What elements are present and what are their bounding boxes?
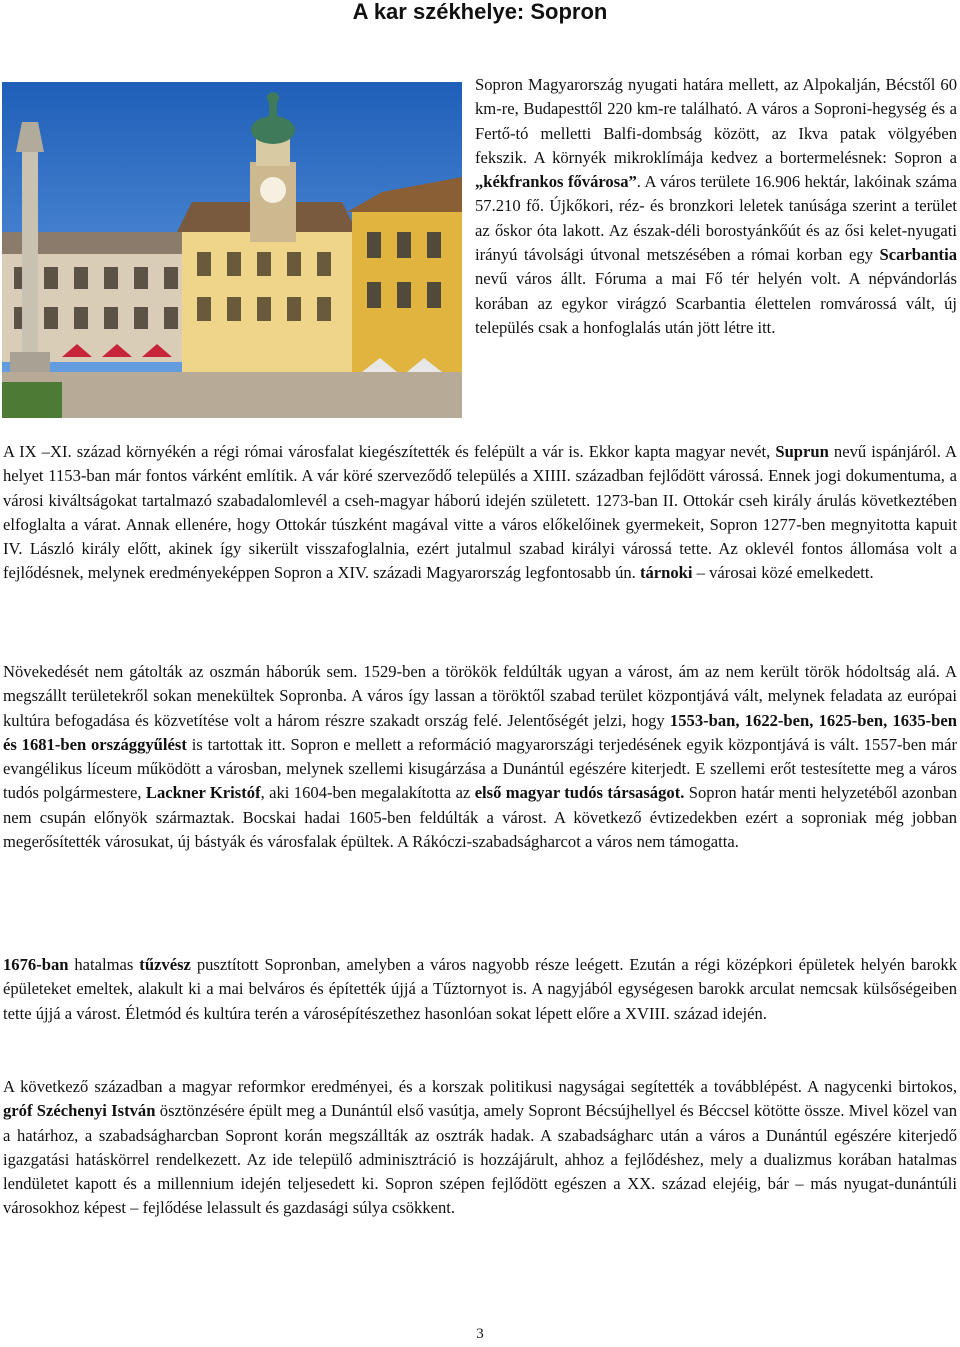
- kekfrankos-bold: „kékfrankos fővárosa”: [475, 172, 637, 192]
- para2-text-3: , aki 1604-ben megalakította az: [260, 783, 475, 803]
- orszaggyules-bold: 1553-ban, 1622-ben, 1625-ben, 1635-ben és 1681-ben országgyűlést: [3, 710, 957, 754]
- suprun-bold: Suprun: [775, 442, 829, 461]
- para2-text-4: Sopron határ menti helyzetéből azonban nem csupán előnyök származtak. Bocskai hadai 1605-ben feldúlták a várost. A következő évtizedekben ezért a soproniak még jobban megerősítették városukat, új bástyák és városfalak épültek. A Rákóczi-szabadságharcot a város nem támogatta.: [3, 783, 957, 852]
- szechenyi-bold: gróf Széchenyi István: [3, 1101, 156, 1121]
- para1-text-3: – városai közé emelkedett.: [692, 563, 874, 583]
- para2-text-2: is tartottak itt. Sopron e mellett a reformáció magyarországi terjedésének egyik központjává is vált. 1557-ben már evangélikus líceum működött a városban, melynek szellemi kisugárzása a Dunántúl egészére kiterjedt. E szellemi erőt testesítette meg a város tudós polgármestere,: [3, 734, 958, 803]
- sopron-main-square-photo: [2, 82, 462, 418]
- para3-text-2: pusztított Sopronban, amelyben a város nagyobb része leégett. Ezután a régi középkori épületek helyén barokk épületeket emeltek, alakult ki a mai belváros és építették újjá a Tűztornyot is. A nagyjából egységesen barokk arculat nemcsak külsőségeiben tette újjá a várost. Életmód és kultúra terén a városépítészethez hasonlóan sokat lépett előre a XVIII. század idején.: [3, 955, 957, 1023]
- para2-text-1: Növekedését nem gátolták az oszmán háborúk sem. 1529-ben a törökök feldúlták ugyan a várost, ám az nem került török hódoltság alá. A megszállt területekről sokan menekültek Sopronba. A város így lassan a töröktől szabad terület központjává vált, melynek feladata az európai kultúra befogadása és közvetítése volt a három részre szakadt ország felé. Jelentőségét jelzi, hogy: [3, 662, 957, 730]
- history-paragraph-2: [3, 660, 957, 854]
- para3-text-1: hatalmas: [68, 955, 140, 974]
- history-paragraph-3: [3, 953, 957, 1026]
- para4-text-2: ösztönzésére épült meg a Dunántúl első vasútja, amely Sopront Bécsújhellyel és Béccsel kötötte össze. Mivel közel van a határhoz, a szabadságharcban Sopront korán megszállták az osztrák hadak. A szabadságharc után a város a Dunántúl egészére kiterjedő igazgatási hatáskörrel rendelkezett. Az ide települő adminisztráció is hozzájárult, ahhoz a fejlődéshez, mely a dualizmus korában hatalmas lendületet kapott és a millennium idején teljesedett ki. Sopron szépen fejlődött egészen a XX. század elejéig, bár – más nyugat-dunántúli városokhoz képest – fejlődése lelassult és gazdasági súlya csökkent.: [3, 1101, 957, 1218]
- intro-text-3: nevű város állt. Fóruma a mai Fő tér helyén volt. A népvándorlás korában az egykor virágzó Scarbantia élettelen romvárossá vált, új település csak a honfoglalás után jött létre itt.: [475, 269, 957, 337]
- history-paragraph-1: [3, 440, 957, 586]
- page-title: A kar székhelye: Sopron: [352, 0, 608, 24]
- para4-text-1: A következő században a magyar reformkor eredményei, és a korszak politikusi nagyságai segítették a továbblépést. A nagycenki birtokos,: [3, 1077, 957, 1096]
- tarnoki-bold: tárnoki: [639, 563, 693, 583]
- intro-paragraph: [475, 73, 957, 340]
- year-1676-bold: 1676-ban: [3, 955, 69, 974]
- lackner-bold: Lackner Kristóf: [145, 783, 261, 803]
- intro-text-2: . A város területe 16.906 hektár, lakóinak száma 57.210 fő. Újkőkori, réz- és bronzkori leletek tanúsága szerint a terület az őskor óta lakott. Az észak-déli borostyánkőút és az ősi kelet-nyugati irányú távolsági útvonal metszésében a római korban egy: [475, 172, 957, 265]
- para1-text-2: nevű ispánjáról. A helyet 1153-ban már fontos várként említik. A vár köré szerveződő település a XIIII. században fejlődött várossá. Ennek jogi dokumentuma, a városi kiváltságokat tartalmazó szabadalomlevél a cseh-magyar háború idején született. 1273-ban II. Ottokár cseh király árulás következtében elfoglalta a várat. Annak ellenére, hogy Ottokár túszként magával vitte a város előkelőinek gyermekeit, Sopron 1277-ben megnyitotta kapuit IV. László király előtt, akinek így sikerült visszafoglalnia, ezért jutalmul szabad királyi várossá tette. Az oklevél fontos állomása volt a fejlődésnek, melynek eredményeképpen Sopron a XIV. századi Magyarország legfontosabb ún.: [3, 442, 957, 583]
- intro-text-1: Sopron Magyarország nyugati határa mellett, az Alpokalján, Bécstől 60 km-re, Budapesttől 220 km-re található. A város a Soproni-hegység és a Fertő-tó melletti Balfi-dombság között, az Ikva patak völgyében fekszik. A környék mikroklímája kedvez a bortermelésnek: Sopron a: [475, 75, 957, 167]
- tuzvesz-bold: tűzvész: [139, 955, 191, 974]
- scarbantia-bold: Scarbantia: [879, 245, 957, 265]
- history-paragraph-4: [3, 1075, 957, 1221]
- page-number: 3: [476, 1326, 484, 1342]
- tudos-tarsasag-bold: első magyar tudós társaságot.: [474, 783, 685, 803]
- para1-text-1: A IX –XI. század környékén a régi római városfalat kiegészítették és felépült a vár is. Ekkor kapta magyar nevét,: [3, 442, 776, 461]
